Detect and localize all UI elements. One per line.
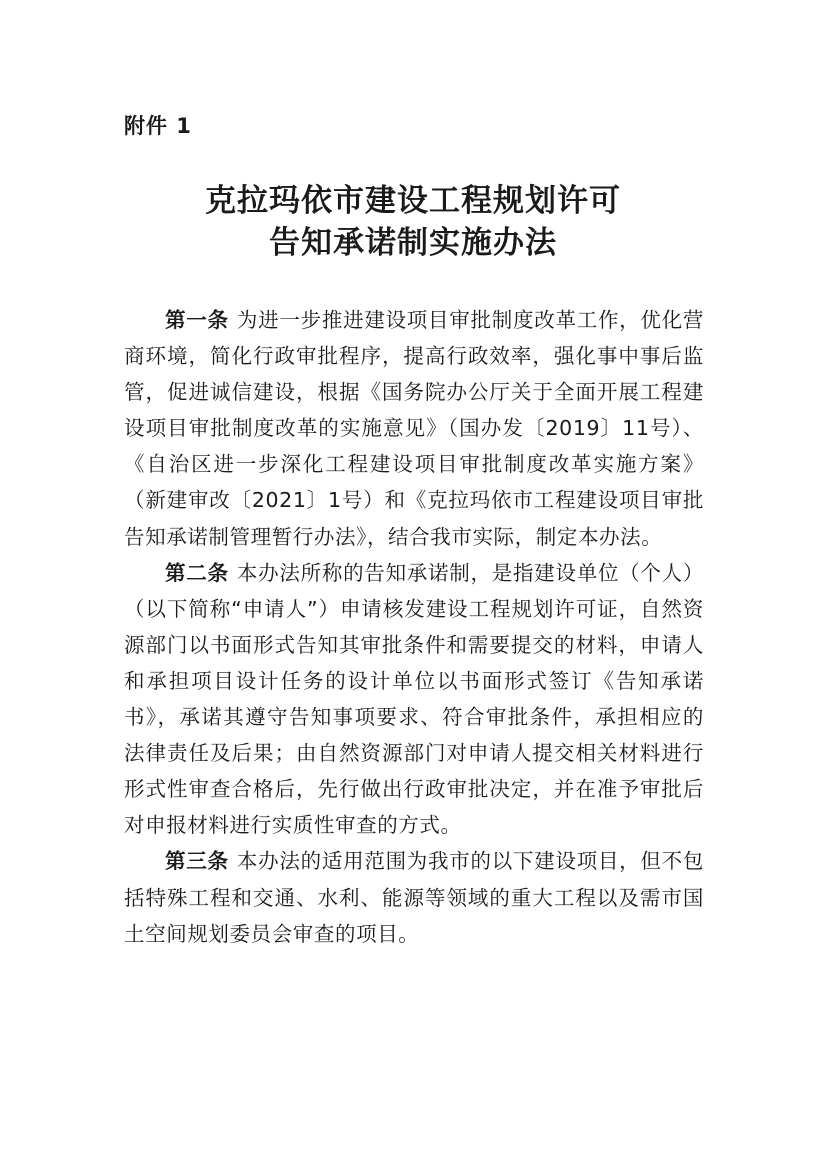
attachment-label: 附件 1 (124, 114, 192, 138)
title-line-2: 告知承诺制实施办法 (269, 225, 557, 261)
article-1 (124, 302, 704, 555)
title-line-1: 克拉玛依市建设工程规划许可 (205, 183, 621, 219)
article-1-text: 为进一步推进建设项目审批制度改革工作，优化营商环境，简化行政审批程序，提高行政效率，强化事中事后监管，促进诚信建设，根据《国务院办公厅关于全面开展工程建设项目审批制度改革的实施意见》（国办发〔2019〕11号）、《自治区进一步深化工程建设项目审批制度改革实施方案》（新建审改〔2021〕1号）和《克拉玛依市工程建设项目审批告知承诺制管理暂行办法》，结合我市实际，制定本办法。 (124, 308, 704, 549)
article-3 (124, 843, 704, 951)
article-1-heading: 第一条 (165, 308, 229, 332)
article-3-heading: 第三条 (165, 849, 229, 874)
article-3-text: 本办法的适用范围为我市的以下建设项目，但不包括特殊工程和交通、水利、能源等领域的重大工程以及需市国土空间规划委员会审查的项目。 (124, 849, 704, 946)
document-title (0, 180, 826, 264)
document-body (124, 302, 704, 952)
article-2-heading: 第二条 (165, 560, 229, 585)
article-2-text: 本办法所称的告知承诺制，是指建设单位（个人）（以下简称“申请人”）申请核发建设工程规划许可证，自然资源部门以书面形式告知其审批条件和需要提交的材料，申请人和承担项目设计任务的设计单位以书面形式签订《告知承诺书》，承诺其遵守告知事项要求、符合审批条件，承担相应的法律责任及后果；由自然资源部门对申请人提交相关材料进行形式性审查合格后，先行做出行政审批决定，并在准予审批后对申报材料进行实质性审查的方式。 (124, 560, 704, 838)
article-2 (124, 555, 704, 844)
